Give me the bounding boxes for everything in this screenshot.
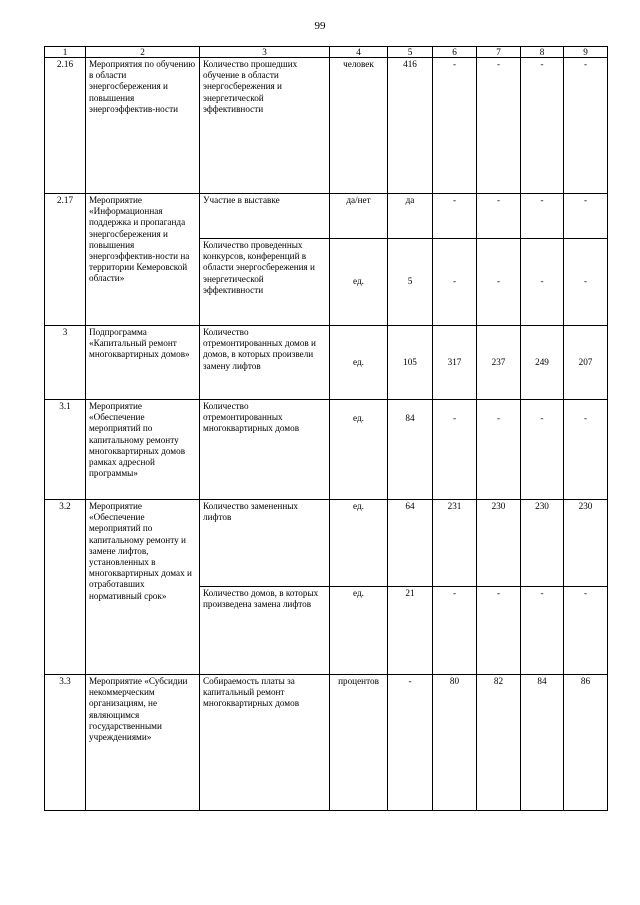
page-number: 99 <box>314 20 326 32</box>
value-cell: - <box>521 58 564 194</box>
header-cell: 4 <box>330 47 388 58</box>
event-name: Мероприятия по обучению в области энергосбережения и повышения энергоэффектив-ности <box>86 58 200 194</box>
unit-cell: человек <box>330 58 388 194</box>
table-row <box>45 326 608 400</box>
unit-cell: ед. <box>330 400 388 500</box>
row-number: 2.17 <box>45 194 86 326</box>
value-cell: - <box>433 58 477 194</box>
value-cell: 105 <box>388 326 433 400</box>
value-cell: - <box>433 587 477 675</box>
value-cell: - <box>521 194 564 239</box>
indicators-table <box>44 46 608 811</box>
event-name: Мероприятие «Обеспечение мероприятий по капитальному ремонту и замене лифтов, установленных в многоквартирных домах и отработавших нормативный срок» <box>86 500 200 675</box>
table-row <box>45 675 608 811</box>
event-name: Мероприятие «Субсидии некоммерческим организациям, не являющимся государственными учреждениями» <box>86 675 200 811</box>
header-cell: 5 <box>388 47 433 58</box>
value-cell: 64 <box>388 500 433 587</box>
value-cell: 237 <box>477 326 521 400</box>
header-cell: 1 <box>45 47 86 58</box>
value-cell: 231 <box>433 500 477 587</box>
value-cell: 230 <box>564 500 608 587</box>
value-cell: 86 <box>564 675 608 811</box>
value-cell: - <box>477 58 521 194</box>
row-number: 3 <box>45 326 86 400</box>
indicator-name: Количество отремонтированных многоквартирных домов <box>200 400 330 500</box>
value-cell: - <box>521 239 564 326</box>
unit-cell: да/нет <box>330 194 388 239</box>
table-row <box>45 58 608 194</box>
table-row <box>45 194 608 239</box>
value-cell: - <box>564 194 608 239</box>
indicator-name: Количество домов, в которых произведена замена лифтов <box>200 587 330 675</box>
header-cell: 3 <box>200 47 330 58</box>
indicator-name: Количество проведенных конкурсов, конференций в области энергосбережения и энергетической эффективности <box>200 239 330 326</box>
value-cell: 21 <box>388 587 433 675</box>
value-cell: 230 <box>477 500 521 587</box>
indicator-name: Количество прошедших обучение в области энергосбережения и энергетической эффективности <box>200 58 330 194</box>
table-row <box>45 500 608 587</box>
value-cell: - <box>388 675 433 811</box>
value-cell: - <box>477 239 521 326</box>
value-cell: - <box>564 400 608 500</box>
indicator-name: Количество отремонтированных домов и домов, в которых произвели замену лифтов <box>200 326 330 400</box>
value-cell: 82 <box>477 675 521 811</box>
event-name: Мероприятие «Информационная поддержка и пропаганда энергосбережения и повышения энергоэффектив-ности на территории Кемеровской области» <box>86 194 200 326</box>
value-cell: 230 <box>521 500 564 587</box>
value-cell: 5 <box>388 239 433 326</box>
row-number: 3.2 <box>45 500 86 675</box>
table-row <box>45 400 608 500</box>
value-cell: 80 <box>433 675 477 811</box>
row-number: 3.1 <box>45 400 86 500</box>
value-cell: - <box>433 239 477 326</box>
unit-cell: ед. <box>330 587 388 675</box>
indicator-name: Собираемость платы за капитальный ремонт многоквартирных домов <box>200 675 330 811</box>
value-cell: 84 <box>388 400 433 500</box>
header-cell: 7 <box>477 47 521 58</box>
event-name: Мероприятие «Обеспечение мероприятий по капитальному ремонту многоквартирных домов рамках адресной программы» <box>86 400 200 500</box>
value-cell: 207 <box>564 326 608 400</box>
indicator-name: Участие в выставке <box>200 194 330 239</box>
value-cell: - <box>477 587 521 675</box>
unit-cell: ед. <box>330 500 388 587</box>
value-cell: - <box>477 194 521 239</box>
header-cell: 2 <box>86 47 200 58</box>
table-header-row <box>45 47 608 58</box>
header-cell: 6 <box>433 47 477 58</box>
value-cell: - <box>564 58 608 194</box>
value-cell: 84 <box>521 675 564 811</box>
value-cell: 249 <box>521 326 564 400</box>
value-cell: - <box>521 400 564 500</box>
value-cell: - <box>477 400 521 500</box>
value-cell: 317 <box>433 326 477 400</box>
value-cell: да <box>388 194 433 239</box>
value-cell: - <box>564 587 608 675</box>
event-name: Подпрограмма «Капитальный ремонт многоквартирных домов» <box>86 326 200 400</box>
value-cell: 416 <box>388 58 433 194</box>
header-cell: 8 <box>521 47 564 58</box>
value-cell: - <box>433 400 477 500</box>
header-cell: 9 <box>564 47 608 58</box>
unit-cell: ед. <box>330 239 388 326</box>
value-cell: - <box>433 194 477 239</box>
unit-cell: процентов <box>330 675 388 811</box>
row-number: 2.16 <box>45 58 86 194</box>
unit-cell: ед. <box>330 326 388 400</box>
row-number: 3.3 <box>45 675 86 811</box>
value-cell: - <box>564 239 608 326</box>
value-cell: - <box>521 587 564 675</box>
indicator-name: Количество замененных лифтов <box>200 500 330 587</box>
